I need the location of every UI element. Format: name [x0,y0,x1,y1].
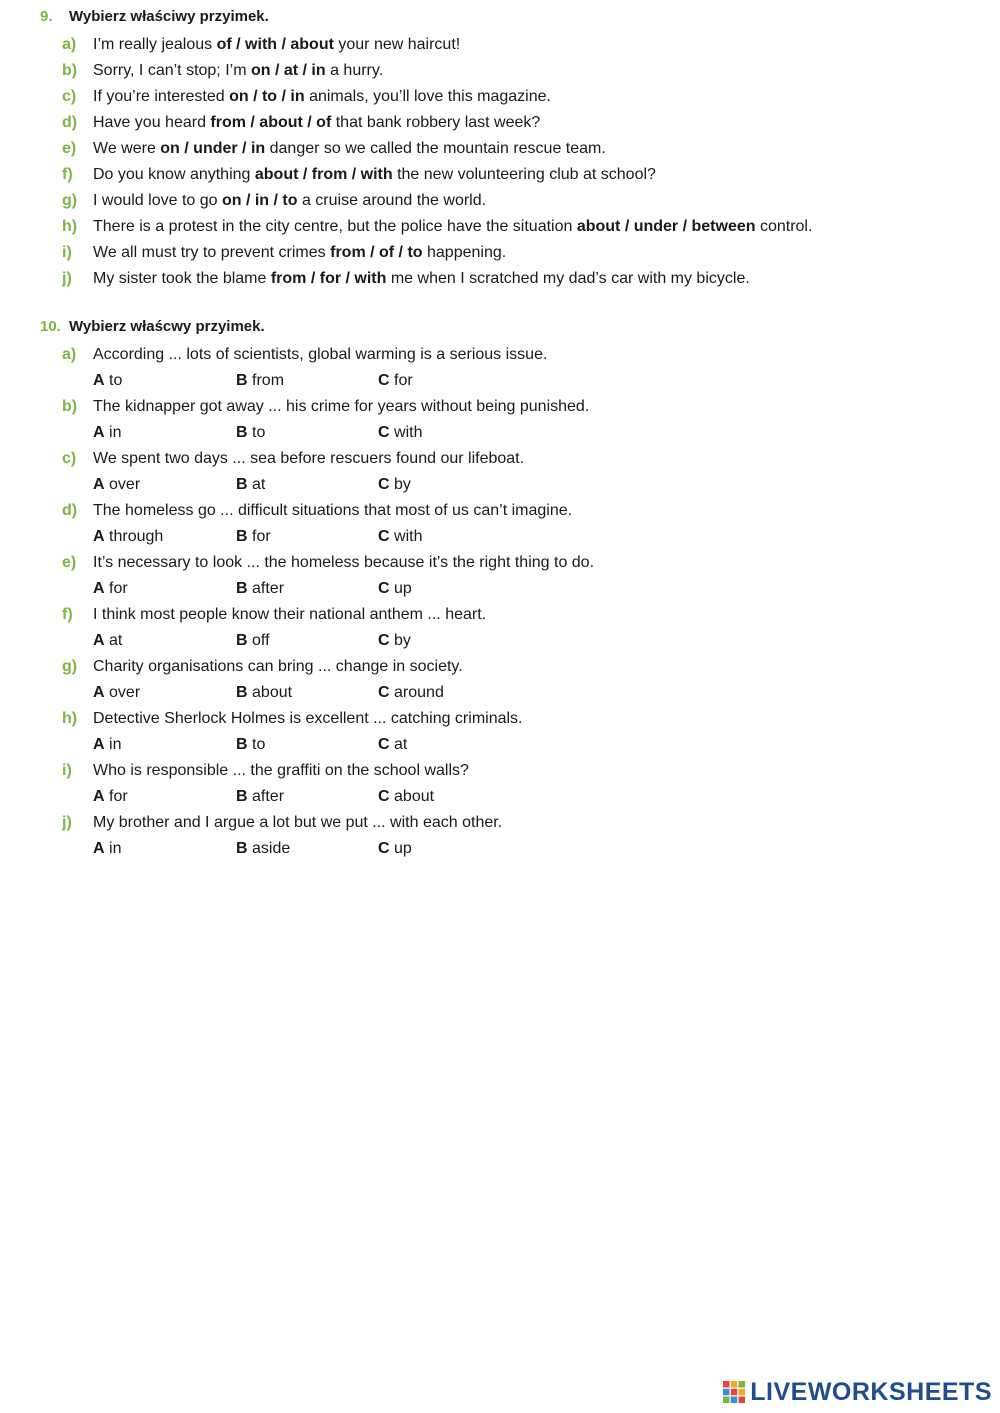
sentence-after: animals, you’ll love this magazine. [304,88,551,105]
exercise-9-items [40,32,980,292]
option-key: B [236,684,248,701]
answer-option-b[interactable] [236,680,292,706]
option-key: C [378,788,390,805]
answer-option-b[interactable] [236,576,284,602]
answer-options [40,628,980,654]
answer-options [40,420,980,446]
item-letter: i) [62,762,72,779]
exercise-9-item [40,84,980,110]
option-key: A [93,528,105,545]
answer-option-c[interactable] [378,368,413,394]
item-letter: j) [62,270,72,287]
item-letter: j) [62,814,72,831]
exercise-9-item [40,136,980,162]
exercise-9-heading [40,6,980,28]
exercise-9-title: Wybierz właściwy przyimek. [69,8,269,25]
item-letter: f) [62,166,73,183]
answer-options [40,784,980,810]
sentence-after: happening. [422,244,507,261]
question-row [40,654,980,680]
exercise-9-item [40,188,980,214]
option-word: by [394,632,411,649]
option-word: with [394,528,423,545]
option-key: B [236,840,248,857]
option-word: off [252,632,270,649]
sentence-after: that bank robbery last week? [331,114,541,131]
answer-option-a[interactable] [93,368,122,394]
option-key: C [378,736,390,753]
exercise-10-item [40,602,980,654]
item-sentence: Who is responsible ... the graffiti on the school walls? [93,762,469,779]
option-key: B [236,736,248,753]
answer-option-a[interactable] [93,420,121,446]
exercise-10-number: 10. [40,318,61,335]
option-key: A [93,424,105,441]
exercise-10-item [40,342,980,394]
answer-option-a[interactable] [93,732,121,758]
option-word: for [109,580,128,597]
answer-option-b[interactable] [236,836,290,862]
answer-option-b[interactable] [236,472,265,498]
option-word: to [252,424,266,441]
preposition-choices[interactable]: on / at / in [250,62,326,79]
option-key: A [93,372,105,389]
answer-option-c[interactable] [378,680,444,706]
option-key: A [93,736,105,753]
sentence-after: me when I scratched my dad’s car with my bicycle. [386,270,750,287]
item-letter: e) [62,140,77,157]
exercise-9 [40,6,980,292]
item-sentence [93,188,486,214]
item-sentence: According ... lots of scientists, global warming is a serious issue. [93,346,548,363]
exercise-10-item [40,446,980,498]
option-key: B [236,372,248,389]
answer-option-c[interactable] [378,836,412,862]
option-word: from [252,372,285,389]
item-sentence [93,32,460,58]
answer-option-c[interactable] [378,732,407,758]
item-letter: e) [62,554,77,571]
answer-option-a[interactable] [93,836,121,862]
exercise-9-item [40,162,980,188]
answer-option-a[interactable] [93,576,128,602]
option-key: C [378,476,390,493]
option-key: C [378,372,390,389]
answer-options [40,576,980,602]
item-letter: d) [62,114,78,131]
answer-options [40,524,980,550]
option-key: B [236,476,248,493]
option-word: up [394,580,412,597]
sentence-before: There is a protest in the city centre, but the police have the situation [93,218,577,235]
answer-option-a[interactable] [93,784,128,810]
exercise-9-item [40,214,980,240]
answer-options [40,472,980,498]
sentence-before: I’m really jealous [93,36,217,53]
item-letter: f) [62,606,73,623]
question-row [40,446,980,472]
option-word: by [394,476,411,493]
item-sentence [93,110,540,136]
exercise-10-items [40,342,980,862]
exercise-10 [40,316,980,862]
option-word: over [109,684,141,701]
item-sentence: The kidnapper got away ... his crime for years without being punished. [93,398,590,415]
sentence-after: control. [755,218,813,235]
item-letter: g) [62,658,78,675]
answer-options [40,680,980,706]
exercise-9-item [40,58,980,84]
option-word: through [109,528,164,545]
preposition-choices[interactable]: from / for / with [270,270,387,287]
sentence-before: If you’re interested [93,88,230,105]
option-word: after [252,788,285,805]
answer-option-b[interactable] [236,420,265,446]
question-row [40,550,980,576]
answer-option-a[interactable] [93,472,140,498]
item-letter: i) [62,244,72,261]
question-row [40,758,980,784]
option-key: A [93,632,105,649]
item-sentence: My brother and I argue a lot but we put ... with each other. [93,814,503,831]
preposition-choices[interactable]: of / with / about [216,36,334,53]
sentence-before: Do you know anything [93,166,255,183]
exercise-10-item [40,550,980,602]
option-word: for [252,528,271,545]
item-letter: b) [62,398,78,415]
answer-options [40,732,980,758]
answer-option-c[interactable] [378,628,411,654]
preposition-choices[interactable]: about / from / with [254,166,393,183]
option-word: for [394,372,413,389]
liveworksheets-logo [722,1377,992,1407]
option-word: at [109,632,123,649]
item-letter: c) [62,450,77,467]
item-letter: a) [62,36,77,53]
exercise-10-item [40,706,980,758]
option-word: with [394,424,423,441]
exercise-10-item [40,654,980,706]
exercise-9-number: 9. [40,8,53,25]
option-word: over [109,476,141,493]
option-key: B [236,788,248,805]
option-key: C [378,632,390,649]
answer-option-c[interactable] [378,784,434,810]
option-word: for [109,788,128,805]
preposition-choices[interactable]: about / under / between [576,218,756,235]
preposition-choices[interactable]: from / of / to [330,244,423,261]
sentence-before: Have you heard [93,114,211,131]
question-row [40,810,980,836]
answer-option-b[interactable] [236,732,265,758]
item-sentence: The homeless go ... difficult situations that most of us can’t imagine. [93,502,573,519]
option-key: C [378,424,390,441]
answer-option-c[interactable] [378,576,412,602]
answer-options [40,836,980,862]
option-word: in [109,840,122,857]
answer-option-a[interactable] [93,524,163,550]
option-word: to [252,736,266,753]
exercise-10-item [40,758,980,810]
item-sentence: It’s necessary to look ... the homeless because it’s the right thing to do. [93,554,595,571]
sentence-after: a cruise around the world. [297,192,487,209]
exercise-9-item [40,266,980,292]
item-sentence: Detective Sherlock Holmes is excellent ... catching criminals. [93,710,523,727]
exercise-10-heading [40,316,980,338]
exercise-10-item [40,394,980,446]
answer-options [40,368,980,394]
item-sentence [93,58,383,84]
item-letter: g) [62,192,78,209]
item-sentence [93,136,606,162]
option-word: at [394,736,408,753]
item-letter: a) [62,346,77,363]
exercise-10-item [40,810,980,862]
answer-option-a[interactable] [93,680,140,706]
item-sentence [93,240,506,266]
option-key: A [93,580,105,597]
sentence-before: We all must try to prevent crimes [93,244,331,261]
answer-option-b[interactable] [236,524,271,550]
option-word: at [252,476,266,493]
question-row [40,706,980,732]
exercise-9-item [40,240,980,266]
exercise-10-title: Wybierz właścwy przyimek. [69,318,265,335]
item-sentence: Charity organisations can bring ... change in society. [93,658,463,675]
preposition-choices[interactable]: on / to / in [229,88,305,105]
item-sentence [93,162,656,188]
sentence-before: My sister took the blame [93,270,271,287]
liveworksheets-logo-icon [722,1380,746,1404]
item-letter: c) [62,88,77,105]
item-sentence [93,266,750,292]
preposition-choices[interactable]: from / about / of [210,114,332,131]
option-word: about [394,788,435,805]
option-key: A [93,476,105,493]
question-row [40,602,980,628]
item-sentence [93,84,551,110]
item-sentence: We spent two days ... sea before rescuers found our lifeboat. [93,450,525,467]
answer-option-c[interactable] [378,524,422,550]
option-key: C [378,684,390,701]
question-row [40,342,980,368]
exercise-10-item [40,498,980,550]
sentence-before: We were [93,140,161,157]
option-key: B [236,424,248,441]
question-row [40,394,980,420]
option-word: around [394,684,444,701]
option-key: C [378,580,390,597]
option-word: about [252,684,293,701]
option-key: A [93,684,105,701]
option-word: to [109,372,123,389]
exercise-9-item [40,32,980,58]
answer-option-b[interactable] [236,628,270,654]
preposition-choices[interactable]: on / under / in [160,140,266,157]
sentence-before: Sorry, I can’t stop; I’m [93,62,251,79]
answer-option-b[interactable] [236,368,284,394]
item-letter: b) [62,62,78,79]
preposition-choices[interactable]: on / in / to [221,192,298,209]
option-key: C [378,840,390,857]
answer-option-a[interactable] [93,628,122,654]
sentence-after: a hurry. [325,62,384,79]
exercise-9-item [40,110,980,136]
option-word: aside [252,840,291,857]
option-key: B [236,632,248,649]
option-key: C [378,528,390,545]
option-word: in [109,424,122,441]
sentence-after: danger so we called the mountain rescue team. [265,140,606,157]
option-key: B [236,580,248,597]
option-key: B [236,528,248,545]
option-key: A [93,840,105,857]
item-letter: h) [62,710,78,727]
logo-text: LIVEWORKSHEETS [750,1377,992,1406]
answer-option-b[interactable] [236,784,284,810]
item-sentence: I think most people know their national anthem ... heart. [93,606,487,623]
sentence-after: your new haircut! [333,36,461,53]
item-letter: h) [62,218,78,235]
option-key: A [93,788,105,805]
option-word: up [394,840,412,857]
answer-option-c[interactable] [378,472,411,498]
option-word: after [252,580,285,597]
sentence-after: the new volunteering club at school? [392,166,656,183]
question-row [40,498,980,524]
option-word: in [109,736,122,753]
sentence-before: I would love to go [93,192,222,209]
answer-option-c[interactable] [378,420,422,446]
item-sentence [93,214,812,240]
item-letter: d) [62,502,78,519]
